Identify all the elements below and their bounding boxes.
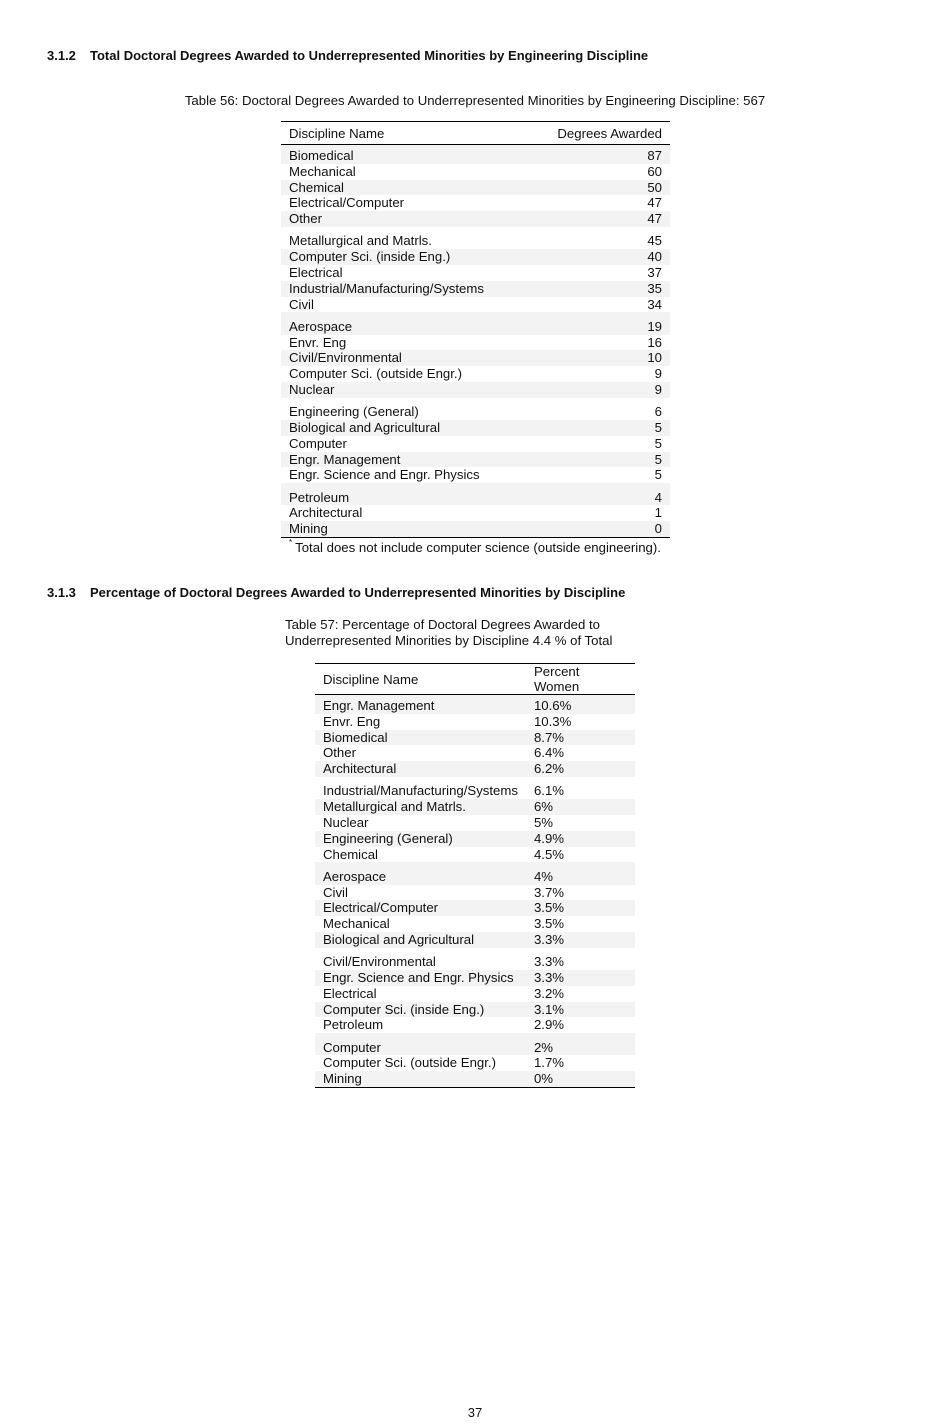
value-cell: 5: [654, 435, 662, 451]
value-cell: 3.5%: [533, 916, 565, 932]
section-heading-3-1-2: [47, 48, 648, 63]
discipline-name-cell: Civil: [323, 884, 348, 900]
discipline-name-cell: Engr. Management: [281, 452, 529, 468]
section-number: 3.1.3: [47, 585, 76, 600]
table-row: [281, 335, 670, 351]
discipline-name-cell: Engr. Management: [315, 695, 526, 714]
value-cell: 1: [654, 505, 662, 521]
discipline-name-cell: Electrical/Computer: [289, 195, 405, 211]
table-row: [281, 211, 670, 227]
value-cell: 40: [529, 249, 671, 265]
discipline-name-cell: Computer Sci. (inside Eng.): [281, 249, 529, 265]
discipline-name-cell: Aerospace: [315, 862, 526, 884]
value-cell: 2.9%: [533, 1017, 565, 1033]
table-row: [315, 862, 635, 884]
value-cell: 3.1%: [526, 1002, 635, 1018]
table-row: [281, 521, 670, 537]
table-row: [281, 265, 670, 281]
value-cell: 6%: [526, 799, 635, 815]
table-row: [315, 695, 635, 714]
discipline-name-cell: Engineering (General): [289, 404, 419, 420]
value-cell: 5%: [533, 814, 554, 830]
table-row: [315, 1033, 635, 1055]
table-row: [315, 1055, 635, 1071]
page-number: 37: [467, 1405, 483, 1420]
section-title: Percentage of Doctoral Degrees Awarded to Underrepresented Minorities by Discipline: [90, 585, 626, 600]
table-row: [315, 948, 635, 970]
value-cell: 4%: [526, 862, 635, 884]
table-row: [281, 164, 670, 180]
value-cell: 1.7%: [533, 1055, 565, 1071]
table-56: [281, 121, 670, 538]
discipline-name-cell: Engineering (General): [315, 831, 526, 847]
value-cell: 6: [654, 404, 662, 420]
value-cell: 3.7%: [533, 884, 565, 900]
table-row: [315, 847, 635, 863]
discipline-name-cell: Petroleum: [323, 1017, 384, 1033]
discipline-name-cell: Aerospace: [281, 312, 529, 334]
discipline-name-cell: Computer Sci. (outside Engr.): [289, 366, 462, 382]
discipline-name-cell: Biomedical: [315, 730, 526, 746]
table-row: [281, 505, 670, 521]
discipline-name-cell: Engr. Science and Engr. Physics: [315, 970, 526, 986]
table-row: [281, 452, 670, 468]
value-cell: 3.3%: [526, 932, 635, 948]
value-cell: 10: [529, 350, 671, 366]
table-row: [315, 932, 635, 948]
table-57-caption: Table 57: Percentage of Doctoral Degrees Awarded to Underrepresented Minorities by Discipline 4.4 % of Total: [285, 617, 613, 648]
value-cell: 4: [529, 483, 671, 505]
value-cell: 47: [647, 195, 662, 211]
table-row: [315, 1017, 635, 1033]
table-row: [281, 398, 670, 420]
table-row: [315, 777, 635, 799]
table-row: [315, 799, 635, 815]
value-cell: 4.5%: [533, 846, 565, 862]
discipline-name-cell: Computer: [315, 1033, 526, 1055]
value-cell: 4.9%: [526, 831, 635, 847]
discipline-name-cell: Petroleum: [281, 483, 529, 505]
discipline-name-cell: Metallurgical and Matrls.: [289, 233, 432, 249]
value-cell: 3.5%: [526, 900, 635, 916]
table-row: [315, 916, 635, 932]
discipline-name-cell: Mining: [281, 521, 529, 537]
value-cell: 45: [647, 233, 662, 249]
discipline-name-cell: Envr. Eng: [289, 334, 347, 350]
value-cell: 19: [529, 312, 671, 334]
discipline-name-cell: Chemical: [323, 846, 378, 862]
value-cell: 3.2%: [533, 985, 565, 1001]
table-row: [281, 467, 670, 483]
table-row: [281, 249, 670, 265]
value-cell: 6.4%: [533, 745, 565, 761]
table-row: [281, 483, 670, 505]
value-cell: 5: [654, 467, 662, 483]
table-row: [315, 730, 635, 746]
table-row: [281, 281, 670, 297]
section-number: 3.1.2: [47, 48, 76, 63]
discipline-name-cell: Mechanical: [289, 163, 356, 179]
value-cell: 47: [529, 211, 671, 227]
table-row: [315, 900, 635, 916]
table-row: [315, 986, 635, 1002]
discipline-name-cell: Industrial/Manufacturing/Systems: [281, 281, 529, 297]
discipline-name-cell: Civil/Environmental: [323, 954, 436, 970]
discipline-name-cell: Other: [323, 745, 356, 761]
table-row: [281, 195, 670, 211]
value-cell: 35: [529, 281, 671, 297]
table-row: [315, 1002, 635, 1018]
discipline-name-cell: Architectural: [289, 505, 363, 521]
discipline-name-cell: Engr. Science and Engr. Physics: [289, 467, 480, 483]
column-header-discipline: Discipline Name: [281, 122, 529, 145]
column-header-degrees: Degrees Awarded: [529, 122, 671, 145]
table-row: [315, 714, 635, 730]
value-cell: 0%: [526, 1071, 635, 1087]
discipline-name-cell: Other: [281, 211, 529, 227]
discipline-name-cell: Mechanical: [323, 916, 390, 932]
table-row: [315, 761, 635, 777]
value-cell: 5: [529, 452, 671, 468]
discipline-name-cell: Nuclear: [323, 814, 369, 830]
column-header-discipline: Discipline Name: [315, 664, 526, 695]
value-cell: 5: [529, 420, 671, 436]
table-row: [281, 297, 670, 313]
value-cell: 0: [529, 521, 671, 537]
section-title: Total Doctoral Degrees Awarded to Underrepresented Minorities by Engineering Discipline: [90, 48, 649, 63]
value-cell: 37: [647, 264, 662, 280]
discipline-name-cell: Electrical: [323, 985, 377, 1001]
value-cell: 34: [647, 296, 662, 312]
column-header-percent: Percent Women: [526, 664, 635, 695]
discipline-name-cell: Electrical/Computer: [315, 900, 526, 916]
footnote-mark: *: [289, 538, 293, 547]
table-57: [315, 663, 635, 1088]
discipline-name-cell: Biological and Agricultural: [315, 932, 526, 948]
table-header-row: [281, 122, 670, 145]
table-row: [281, 180, 670, 196]
table-row: [281, 420, 670, 436]
value-cell: 6.2%: [526, 761, 635, 777]
footnote-text: Total does not include computer science (outside engineering).: [295, 540, 661, 555]
value-cell: 9: [654, 366, 662, 382]
table-row: [281, 312, 670, 334]
table-row: [281, 145, 670, 164]
discipline-name-cell: Nuclear: [281, 382, 529, 398]
table-56-caption: Table 56: Doctoral Degrees Awarded to Underrepresented Minorities by Engineering Discipline: 567: [184, 93, 766, 108]
table-row: [281, 382, 670, 398]
value-cell: 9: [529, 382, 671, 398]
table-row: [281, 350, 670, 366]
table-56-footnote: [289, 540, 661, 555]
table-row: [315, 970, 635, 986]
section-heading-3-1-3: [47, 585, 625, 600]
discipline-name-cell: Metallurgical and Matrls.: [315, 799, 526, 815]
value-cell: 2%: [526, 1033, 635, 1055]
value-cell: 3.3%: [533, 954, 565, 970]
value-cell: 87: [529, 145, 671, 164]
discipline-name-cell: Envr. Eng: [323, 713, 381, 729]
value-cell: 10.3%: [533, 713, 572, 729]
value-cell: 3.3%: [526, 970, 635, 986]
table-row: [281, 227, 670, 249]
discipline-name-cell: Computer Sci. (outside Engr.): [323, 1055, 496, 1071]
table-row: [315, 885, 635, 901]
value-cell: 10.6%: [526, 695, 635, 714]
table-row: [315, 831, 635, 847]
value-cell: 16: [647, 334, 662, 350]
discipline-name-cell: Mining: [315, 1071, 526, 1087]
discipline-name-cell: Computer Sci. (inside Eng.): [315, 1002, 526, 1018]
discipline-name-cell: Chemical: [281, 180, 529, 196]
value-cell: 50: [529, 180, 671, 196]
value-cell: 6.1%: [533, 783, 565, 799]
discipline-name-cell: Electrical: [289, 264, 343, 280]
table-row: [315, 745, 635, 761]
discipline-name-cell: Civil: [289, 296, 314, 312]
table-row: [315, 1071, 635, 1087]
table-row: [281, 366, 670, 382]
table-header-row: [315, 664, 635, 695]
value-cell: 60: [647, 163, 662, 179]
discipline-name-cell: Biological and Agricultural: [281, 420, 529, 436]
discipline-name-cell: Industrial/Manufacturing/Systems: [323, 783, 518, 799]
discipline-name-cell: Biomedical: [281, 145, 529, 164]
discipline-name-cell: Architectural: [315, 761, 526, 777]
table-row: [281, 436, 670, 452]
value-cell: 8.7%: [526, 730, 635, 746]
discipline-name-cell: Civil/Environmental: [281, 350, 529, 366]
table-row: [315, 815, 635, 831]
discipline-name-cell: Computer: [289, 435, 347, 451]
